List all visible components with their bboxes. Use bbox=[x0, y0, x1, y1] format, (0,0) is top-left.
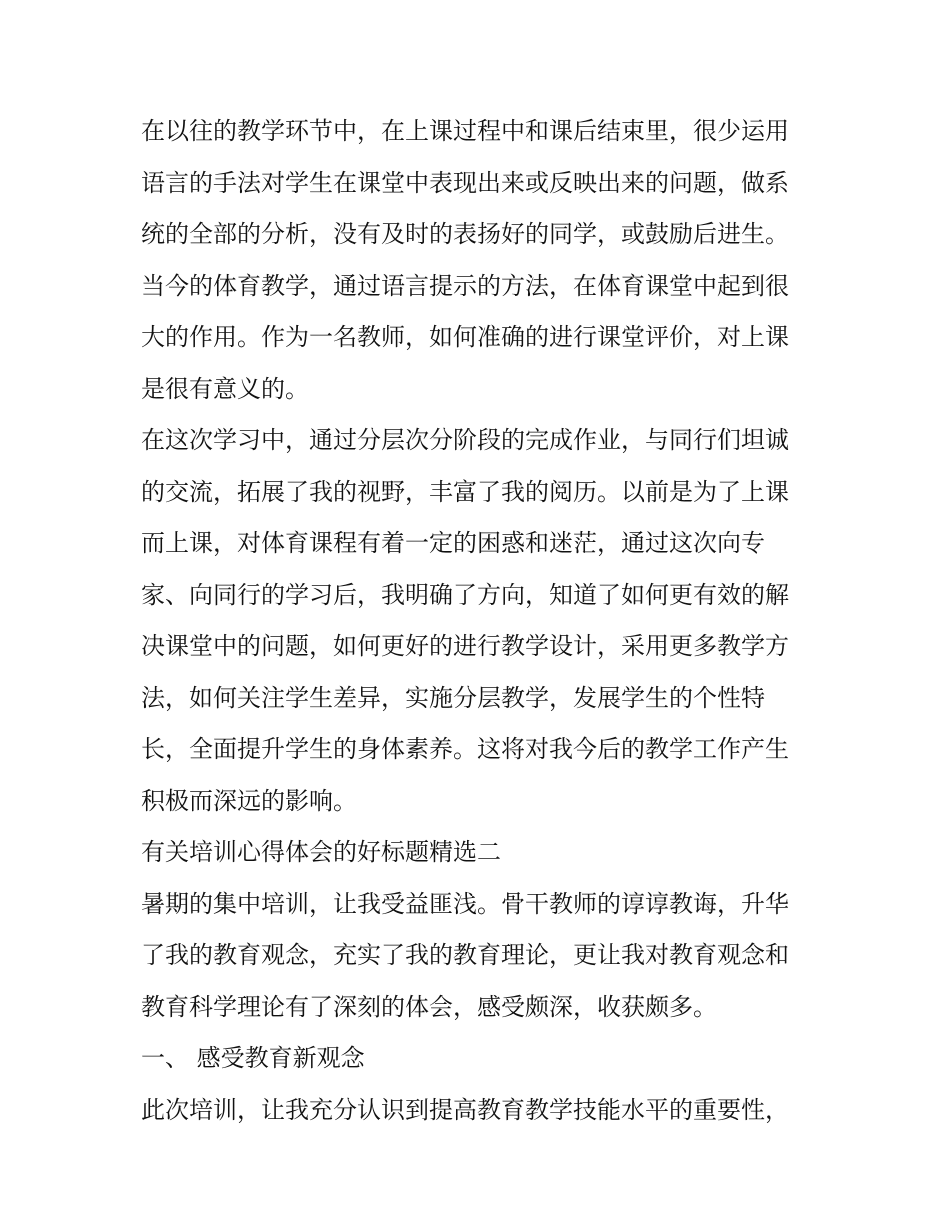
text-line: 当今的体育教学，通过语言提示的方法，在体育课堂中起到很 bbox=[141, 271, 789, 300]
paragraph-training-importance bbox=[141, 1085, 811, 1137]
text-line: 家、向同行的学习后，我明确了方向，知道了如何更有效的解 bbox=[141, 580, 789, 609]
text-line: 此次培训，让我充分认识到提高教育教学技能水平的重要性， bbox=[141, 1095, 789, 1124]
heading-line: 有关培训心得体会的好标题精选二 bbox=[141, 838, 501, 866]
text-line: 法，如何关注学生差异，实施分层教学，发展学生的个性特 bbox=[141, 683, 765, 712]
paragraph-summer-training bbox=[141, 879, 811, 1034]
subsection-heading bbox=[141, 1033, 811, 1085]
text-line: 决课堂中的问题，如何更好的进行教学设计，采用更多教学方 bbox=[141, 632, 789, 660]
paragraph-language-teaching bbox=[141, 261, 811, 416]
text-line: 了我的教育观念，充实了我的教育理论，更让我对教育观念和 bbox=[141, 941, 789, 969]
text-line: 大的作用。作为一名教师，如何准确的进行课堂评价，对上课 bbox=[141, 323, 789, 351]
section-heading bbox=[141, 827, 811, 879]
text-line: 积极而深远的影响。 bbox=[141, 786, 357, 815]
paragraph-reflection-past bbox=[141, 106, 811, 261]
heading-line: 一、 感受教育新观念 bbox=[141, 1044, 365, 1072]
text-line: 教育科学理论有了深刻的体会，感受颇深，收获颇多。 bbox=[141, 992, 717, 1021]
text-line: 暑期的集中培训，让我受益匪浅。骨干教师的谆谆教诲，升华 bbox=[141, 889, 789, 918]
text-line: 统的全部的分析，没有及时的表扬好的同学，或鼓励后进生。 bbox=[141, 220, 789, 248]
text-line: 长，全面提升学生的身体素养。这将对我今后的教学工作产生 bbox=[141, 735, 789, 763]
paragraph-study-gains bbox=[141, 415, 811, 827]
text-line: 语言的手法对学生在课堂中表现出来或反映出来的问题，做系 bbox=[141, 168, 789, 197]
text-line: 在以往的教学环节中，在上课过程中和课后结束里，很少运用 bbox=[141, 117, 789, 145]
document-body bbox=[141, 106, 811, 1136]
text-line: 在这次学习中，通过分层次分阶段的完成作业，与同行们坦诚 bbox=[141, 426, 789, 454]
text-line: 而上课，对体育课程有着一定的困惑和迷茫，通过这次向专 bbox=[141, 529, 765, 557]
text-line: 是很有意义的。 bbox=[141, 374, 309, 403]
text-line: 的交流，拓展了我的视野，丰富了我的阅历。以前是为了上课 bbox=[141, 477, 789, 506]
